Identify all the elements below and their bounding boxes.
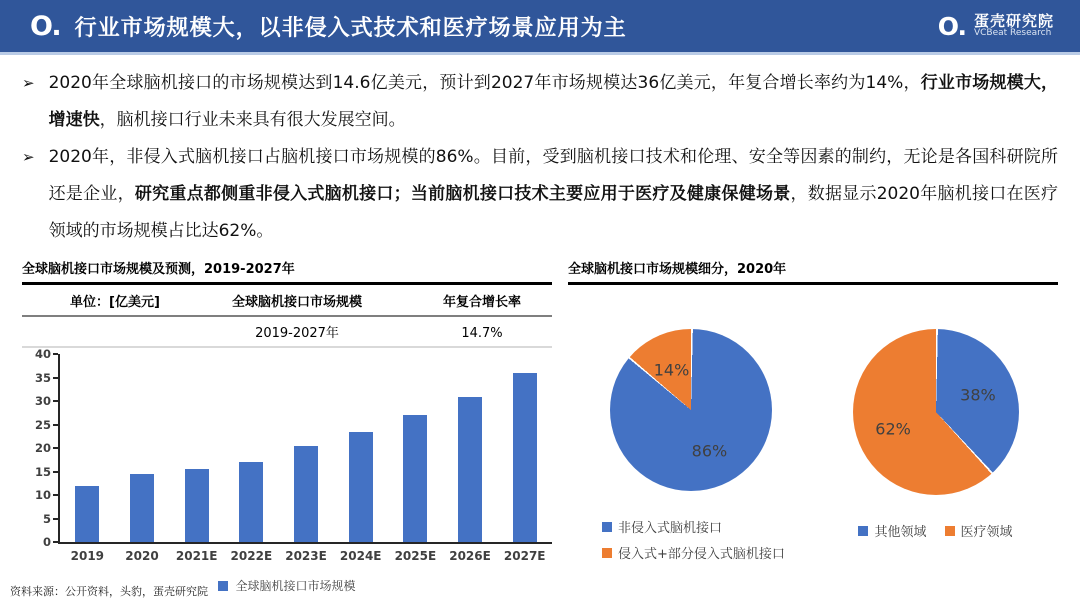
summary-table	[22, 291, 552, 348]
pie-charts-title: 全球脑机接口市场规模细分，2020年	[568, 258, 1058, 285]
pie-application-legend	[858, 521, 1012, 540]
bar-column	[279, 354, 334, 542]
bullet-item	[22, 139, 1058, 250]
bar-2025E	[403, 415, 427, 542]
x-axis-label: 2022E	[230, 549, 273, 564]
bar-chart-y-axis	[22, 347, 58, 550]
legend-label: 非侵入式脑机接口	[618, 521, 723, 537]
bar-column	[497, 354, 552, 542]
pie-technology-legend	[602, 517, 785, 562]
bar-2026E	[458, 397, 482, 543]
bullet-arrow-icon: ➢	[22, 148, 35, 167]
legend-item	[858, 521, 926, 540]
unit-label: 单位：[亿美元]	[70, 295, 160, 311]
legend-item	[602, 517, 785, 536]
y-axis-tick: 0	[43, 535, 58, 549]
x-axis-label: 2026E	[449, 549, 491, 564]
summary-col2-header: 年复合增长率	[442, 295, 521, 311]
legend-item	[602, 543, 785, 562]
pie-percent-label: 14%	[653, 360, 690, 380]
pie-technology-chart	[610, 329, 772, 491]
charts-row	[22, 258, 1058, 594]
pie-percent-label: 38%	[960, 385, 996, 405]
summary-col2-value: 14.7%	[461, 326, 503, 342]
pie-percent-label: 62%	[875, 419, 911, 439]
summary-header-row	[22, 291, 552, 317]
pie-charts-panel	[568, 258, 1058, 562]
summary-col1-header: 全球脑机接口市场规模	[231, 295, 362, 311]
x-axis-label: 2021E	[175, 549, 218, 564]
pie-application-block	[813, 329, 1058, 562]
pie-application-chart	[853, 329, 1019, 495]
bar-2020	[130, 474, 154, 543]
legend-label: 其他领域	[874, 525, 927, 541]
bullet-list	[22, 65, 1058, 250]
y-axis-tick: 30	[35, 394, 58, 408]
y-axis-tick: 40	[35, 347, 58, 361]
bullet-text: 2020年，非侵入式脑机接口占脑机接口市场规模的86%。目前，受到脑机接口技术和伦理、安全等因素的制约，无论是各国科研院所还是企业，研究重点都侧重非侵入式脑机接口；当前脑机接口技术主要应用于医疗及健康保健场景，数据显示2020年脑机接口在医疗领域的市场规模占比达62%。	[48, 147, 1059, 242]
x-axis-label: 2025E	[394, 549, 437, 564]
bar-2019	[75, 486, 99, 542]
bar-chart-title: 全球脑机接口市场规模及预测，2019-2027年	[22, 258, 552, 285]
y-axis-tick: 10	[35, 488, 58, 502]
legend-swatch	[945, 526, 955, 536]
slide-content	[0, 65, 1080, 594]
summary-col1-value: 2019-2027年	[255, 326, 339, 342]
bar-column	[224, 354, 279, 542]
bullet-item	[22, 65, 1058, 139]
bar-column	[115, 354, 170, 542]
bullet-arrow-icon: ➢	[22, 74, 35, 92]
source-note: 资料来源：公开资料，头豹，蛋壳研究院	[10, 585, 208, 598]
bar-chart	[22, 347, 552, 550]
pie-technology-block	[568, 329, 813, 562]
x-axis-label: 2024E	[339, 549, 382, 564]
legend-label: 侵入式+部分侵入式脑机接口	[618, 547, 785, 563]
y-axis-tick: 5	[43, 512, 58, 526]
y-axis-tick: 35	[35, 371, 58, 385]
page-title: 行业市场规模大，以非侵入式技术和医疗场景应用为主	[74, 15, 627, 41]
legend-label: 医疗领域	[960, 525, 1013, 541]
x-axis-label: 2020	[125, 549, 159, 564]
bullet-text: 2020年全球脑机接口的市场规模达到14.6亿美元，预计到2027年市场规模达36亿美元，年复合增长率约为14%，行业市场规模大，增速快，脑机接口行业未来具有很大发展空间。	[48, 73, 1058, 131]
eggshell-logo-icon: O.	[30, 10, 61, 42]
bar-column	[60, 354, 115, 542]
y-axis-tick: 25	[35, 418, 58, 432]
brand-name-en: VCBeat Research	[973, 28, 1052, 39]
bar-2027E	[513, 373, 537, 542]
summary-value-row	[22, 317, 552, 348]
legend-swatch	[858, 526, 868, 536]
bar-column	[333, 354, 388, 542]
pies-row	[568, 329, 1058, 562]
brand-name-cn: 蛋壳研究院	[973, 11, 1054, 30]
header-left	[30, 11, 627, 42]
x-axis-label: 2027E	[503, 549, 546, 564]
bar-chart-plot	[58, 354, 552, 544]
legend-swatch	[602, 522, 612, 532]
brand-logo	[938, 12, 1054, 41]
y-axis-tick: 15	[35, 465, 58, 479]
y-axis-tick: 20	[35, 441, 58, 455]
x-axis-label: 2023E	[285, 549, 327, 564]
bar-chart-panel	[22, 258, 552, 594]
bar-legend-label: 全球脑机接口市场规模	[235, 579, 356, 594]
bar-column	[169, 354, 224, 542]
legend-item	[945, 521, 1013, 540]
legend-swatch-blue	[218, 581, 228, 591]
header-bar	[0, 0, 1080, 55]
bar-2021E	[185, 469, 209, 542]
bar-column	[443, 354, 498, 542]
bar-2024E	[349, 432, 373, 542]
eggshell-brand-icon: O.	[937, 11, 966, 41]
pie-percent-label: 86%	[691, 441, 728, 461]
bar-2022E	[239, 462, 263, 542]
brand-text	[974, 13, 1054, 39]
bar-chart-x-labels	[60, 549, 552, 563]
bar-column	[388, 354, 443, 542]
bar-2023E	[294, 446, 318, 542]
legend-swatch	[602, 548, 612, 558]
x-axis-label: 2019	[70, 549, 105, 564]
